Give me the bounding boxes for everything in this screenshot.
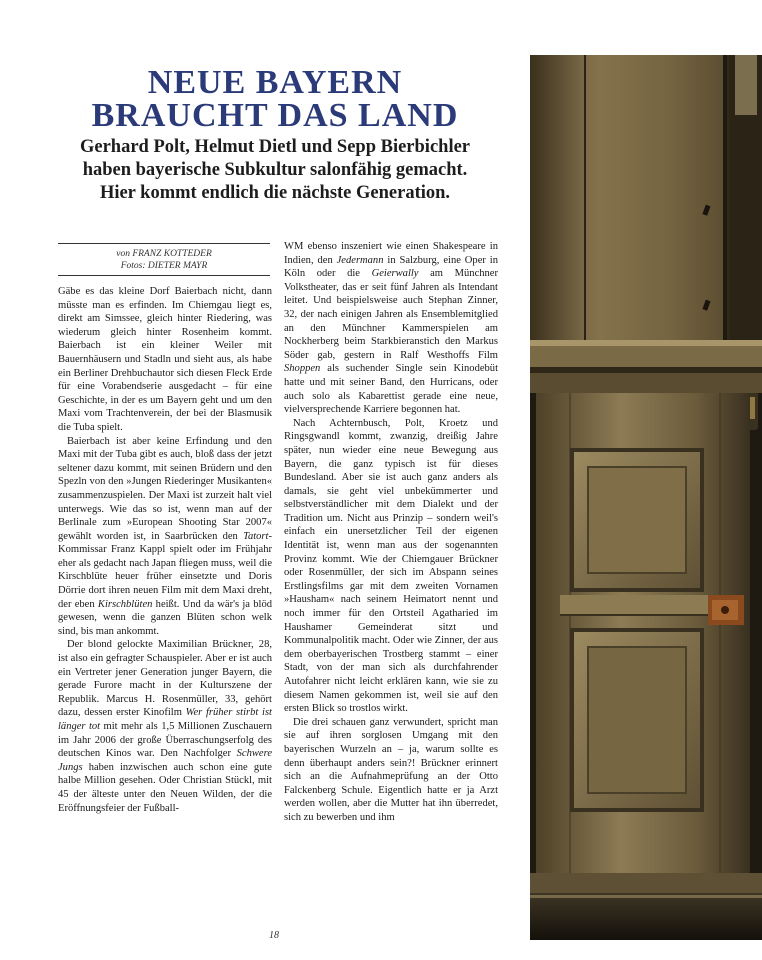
headline-line-2: BRAUCHT DAS LAND	[91, 97, 459, 134]
article-column-1	[58, 285, 272, 815]
floor	[530, 893, 762, 940]
paragraph: Die drei schauen ganz verwundert, spricht man sie auf ihren sorglosen Umgang mit den bayerischen Wurzeln an – ja, warum sollte es denn überhaupt anders sein?! Brückner erinnert sich an die Aufnahmeprüfung an der Otto Falckenberg Schule. Eigentlich hatte er ja Arzt werden wollen, aber die Mutter hat ihn überredet, sich zu bewerben und ihm	[284, 716, 498, 823]
paragraph: Baierbach ist aber keine Erfindung und den Maxi mit der Tuba gibt es auch, bloß dass der jetzt seltener dazu kommt, mit seinen Brüdern und den Spezln von den »Jungen Riederinger Musikanten« zusammenzuspielen. Der Maxi ist zurzeit halt viel unterwegs. Wie das so ist, wenn man auf der Berlinale zum »European Shooting Star 2007« gewählt worden ist, in Saarbrücken den Tatort-Kommissar Franz Kappl spielt oder im Frühjahr eher als gedacht nach Japan fliegen muss, weil die Kirschblüte heuer früher einsetzte und Doris Dörrie dort ihren neuen Film mit dem Maxi dreht, der eben Kirschblüten heißt. Und da wär's ja blöd gewesen, wenn die ganzen Blüten schon welk sind, bis man ankommt.	[58, 435, 272, 637]
subtitle-line-2: haben bayerische Subkultur salonfähig gemacht.	[82, 160, 468, 180]
byline	[58, 243, 270, 276]
headline-line-1: NEUE BAYERN	[147, 64, 403, 101]
paragraph: WM ebenso inszeniert wie einen Shakespeare in Indien, den Jedermann in Salzburg, eine Oper in Köln oder die Geierwally am Münchner Volkstheater, das er seit fünf Jahren als Intendant leitet. Und beispielsweise auch Stephan Zinner, 32, der nach einigen Jahren als Ensemblemitglied an den Münchner Kammerspielen am Nockherberg beim Starkbieranstich den Markus Söder gab, gestern in Ralf Westhoffs Film Shoppen als suchender Single sein Kinodebüt hatte und mit seiner Band, den Hurricans, oder auch solo als Kabarettist gerade eine neue, vielversprechende Karriere begonnen hat.	[284, 241, 498, 416]
wooden-door-photo	[530, 55, 762, 940]
subtitle	[40, 136, 510, 205]
subtitle-line-1: Gerhard Polt, Helmut Dietl und Sepp Bierbichler	[79, 137, 471, 157]
page-number: 18	[269, 930, 279, 941]
subtitle-line-3: Hier kommt endlich die nächste Generation.	[99, 183, 451, 203]
byline-photos: Fotos: DIETER MAYR	[120, 261, 208, 271]
paragraph: Gäbe es das kleine Dorf Baierbach nicht, dann müsste man es erfinden. Im Chiemgau liegt es, direkt am Simssee, gleich hinter Riedering, was wiederum gleich hinter Rosenheim kommt. Baierbach ist ein kleiner Weiler mit Bauernhäusern und Stadln und sieht aus, als habe ein Berliner Drehbuchautor sich diesen Fleck Erde für eine Vorabendserie ausgedacht – für eine Geschichte, in der es um Bayern geht und um den Maxi vom Trachtenverein, der bei der Blasmusik die Tuba spielt.	[58, 286, 272, 433]
headline	[40, 66, 510, 132]
byline-author: von FRANZ KOTTEDER	[116, 249, 212, 259]
article-column-2	[284, 240, 498, 825]
paragraph: Nach Achternbusch, Polt, Kroetz und Ringsgwandl kommt, zwanzig, dreißig Jahre später, nun wieder eine neue Bewegung aus Bayern, die ganz typisch ist für dieses Bundesland. Aber sie ist auch ganz anders als damals, sie geht viel unbekümmerter und selbstverständlicher mit dem Dialekt und der Tradition um. Nicht aus Prinzip – sondern weil's einfach ein unersetzlicher Teil der eigenen Identität ist, wenn man aus der sogenannten Provinz kommt. Wie der Chiemgauer Brückner oder Rosenmüller, der sich im Abspann seines Erstlingsfilms gar mit dem zweiten Vornamen »Hausham« nach seinem Heimatort nennt und noch immer für den Ortsteil Agatharied im Haushamer Gemeinderat sitzt und Kommunalpolitik macht. Oder wie Zinner, der aus dem oberbayerischen Trostberg stammt – einer Stadt, von der man sich als durchfahrender Autofahrer nicht leicht erklären kann, wie sie zu diesem Namen gekommen ist, weil sie auf den ersten Blick so trostlos wirkt.	[284, 417, 498, 715]
door-photo-drawing	[530, 55, 762, 940]
paragraph: Der blond gelockte Maximilian Brückner, 28, ist also ein gefragter Schauspieler. Aber er ist auch ein Vertreter jener Generation junger Bayern, die gerade Furore macht in der Kulturszene der Republik. Marcus H. Rosenmüller, 33, gehört dazu, dessen erster Kinofilm Wer früher stirbt ist länger tot mit mehr als 1,5 Millionen Zuschauern im Jahr 2006 der große Überraschungserfolg des deutschen Kinos war. Den Nachfolger Schwere Jungs haben inzwischen auch schon eine gute halbe Million gesehen. Oder Christian Stückl, mit 45 der älteste unter den Neuen Wilden, der die Eröffnungsfeier der Fußball-	[58, 639, 272, 814]
